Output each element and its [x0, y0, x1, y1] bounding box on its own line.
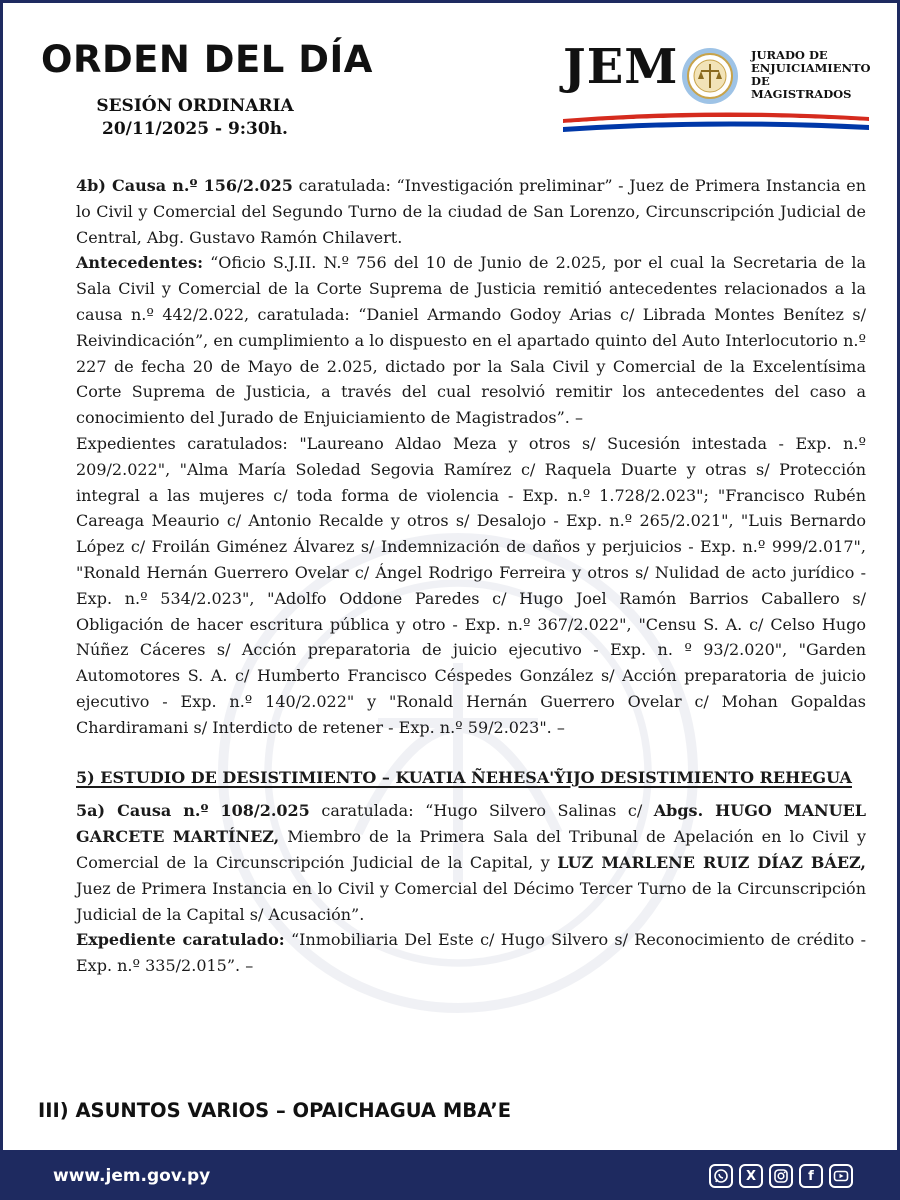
- facebook-icon[interactable]: f: [799, 1164, 823, 1188]
- item-4b-expedientes: Expedientes caratulados: "Laureano Aldao Meza y otros s/ Sucesión intestada - Exp. n.º 209/2.022", "Alma María Soledad Segovia Ramírez c/ Raquela Duarte y otras s/ Protección integral a las mujeres c/ toda forma de violencia - Exp. n.º 1.728/2.023"; "Francisco Rubén Careaga Meaurio c/ Antonio Recalde y otros s/ Desalojo - Exp. n.º 265/2.021", "Luis Bernardo López c/ Froilán Giménez Álvarez s/ Indemnización de daños y perjuicios - Exp. n.º 999/2.017", "Ronald Hernán Guerrero Ovelar c/ Ángel Rodrigo Ferreira y otros s/ Nulidad de acto jurídico - Exp. n.º 534/2.023", "Adolfo Oddone Paredes c/ Hugo Joel Ramón Barrios Caballero s/ Obligación de hacer escritura pública y otro - Exp. n.º 367/2.022", "Censu S. A. c/ Celso Hugo Núñez Cáceres s/ Acción preparatoria de juicio ejecutivo - Exp. n. º 93/2.020", "Garden Automotores S. A. c/ Humberto Francisco Céspedes González s/ Acción preparatoria de juicio ejecutivo - Exp. n.º 140/2.022" y "Ronald Hernán Guerrero Ovelar c/ Mohan Gopaldas Chardiramani s/ Interdicto de retener - Exp. n.º 59/2.023". –: [76, 433, 866, 737]
- section-5-heading: 5) ESTUDIO DE DESISTIMIENTO – KUATIA ÑEHESA'ỸIJO DESISTIMIENTO REHEGUA: [76, 767, 852, 787]
- logo-line-1: JURADO DE: [751, 48, 828, 62]
- session-info: [65, 95, 325, 141]
- item-5a-text-2: Miembro de la Primera Sala del Tribunal de Apelación en lo Civil y Comercial de la Circunscripción Judicial de la Capital, y: [76, 827, 867, 872]
- logo-line-2: ENJUICIAMIENTO: [751, 61, 871, 75]
- item-5a-expediente: [76, 927, 866, 979]
- website-link[interactable]: www.jem.gov.py: [53, 1166, 211, 1186]
- social-links: [709, 1164, 853, 1188]
- expediente-label: Expediente caratulado:: [76, 930, 285, 950]
- antecedentes-text: “Oficio S.J.II. N.º 756 del 10 de Junio de 2.025, por el cual la Secretaria de la Sala Civil y Comercial de la Corte Suprema de Justicia remitió antecedentes relacionados a la causa n.º 442/2.022, caratulada: “Daniel Armando Godoy Arias c/ Librada Montes Benítez s/ Reivindicación”, en cumplimiento a lo dispuesto en el apartado quinto del Auto Interlocutorio n.º 227 de fecha 20 de Mayo de 2.025, dictado por la Sala Civil y Comercial de la Excelentísima Corte Suprema de Justicia, a través del cual resolvió remitir los antecedentes del caso a conocimiento del Jurado de Enjuiciamiento de Magistrados”. –: [76, 253, 866, 428]
- item-5a-label: 5a) Causa n.º 108/2.025: [76, 801, 310, 821]
- antecedentes-label: Antecedentes:: [76, 253, 204, 273]
- logo-line-3: DE MAGISTRADOS: [751, 74, 852, 101]
- youtube-icon[interactable]: [829, 1164, 853, 1188]
- jem-logo: [563, 39, 873, 135]
- logo-acronym: JEM: [563, 39, 679, 95]
- expediente-text: “Inmobiliaria Del Este c/ Hugo Silvero s/ Reconocimiento de crédito - Exp. n.º 335/2.015”. –: [76, 930, 866, 976]
- session-datetime: 20/11/2025 - 9:30h.: [102, 119, 288, 139]
- item-5a-text-3: Juez de Primera Instancia en lo Civil y Comercial del Décimo Tercer Turno de la Circunscripción Judicial de la Capital s/ Acusación”.: [76, 878, 866, 924]
- logo-text: [751, 49, 873, 101]
- item-4b-label: 4b) Causa n.º 156/2.025: [76, 176, 293, 195]
- instagram-icon[interactable]: [769, 1164, 793, 1188]
- jem-seal-icon: [681, 47, 739, 105]
- session-type: SESIÓN ORDINARIA: [96, 96, 294, 116]
- paraguay-flag-stripes-icon: [563, 109, 869, 135]
- x-twitter-icon[interactable]: X: [739, 1164, 763, 1188]
- item-4b-text: caratulada: “Investigación preliminar” - Juez de Primera Instancia en lo Civil y Comercial del Segundo Turno de la ciudad de San Lorenzo, Circunscripción Judicial de Central, Abg. Gustavo Ramón Chilavert.: [76, 176, 866, 247]
- item-5a-name-2: LUZ MARLENE RUIZ DÍAZ BÁEZ,: [557, 852, 866, 872]
- item-5a: [76, 798, 866, 927]
- agenda-content: [76, 173, 866, 979]
- page-title: ORDEN DEL DÍA: [41, 38, 373, 81]
- gap: [76, 790, 866, 798]
- footer-bar: [3, 1150, 900, 1200]
- spacer: [76, 741, 866, 765]
- item-5a-name-1: Abgs. HUGO MANUEL GARCETE MARTÍNEZ,: [76, 801, 867, 847]
- item-4b: [76, 173, 866, 250]
- section-3-heading: III) ASUNTOS VARIOS – OPAICHAGUA MBA’E: [38, 1099, 512, 1122]
- whatsapp-icon[interactable]: [709, 1164, 733, 1188]
- item-4b-antecedentes: [76, 250, 866, 431]
- item-5a-text-1: caratulada: “Hugo Silvero Salinas c/: [309, 801, 654, 821]
